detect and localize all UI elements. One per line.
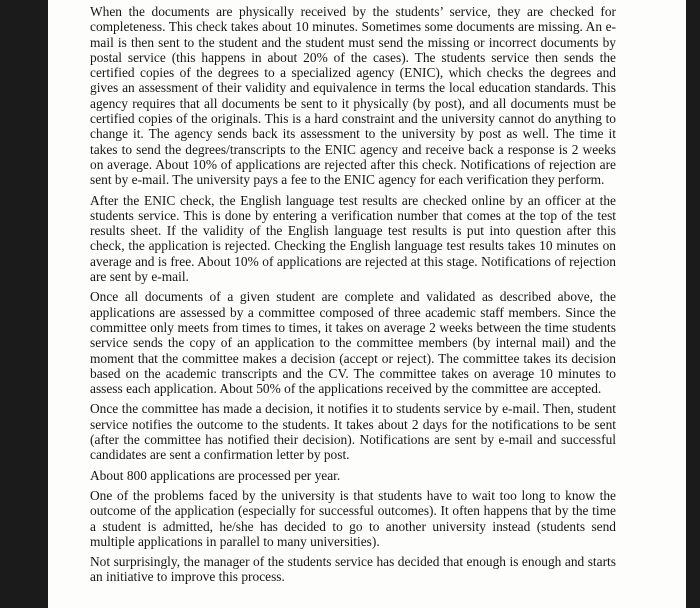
paragraph-problem-statement: One of the problems faced by the university is that students have to wait too long to know the outcome of the application (especially for successful outcomes). It often happens that by the time a student is admitted, he/she has decided to go to another university instead (students send multiple applications in parallel to many universities). — [90, 487, 616, 549]
paragraph-application-volume: About 800 applications are processed per year. — [90, 467, 341, 483]
document-body — [90, 4, 616, 590]
right-frame-border — [686, 0, 700, 608]
paragraph-notification: Once the committee has made a decision, it notifies it to students service by e-mail. Then, student service notifies the outcome to the students. It takes about 2 days for the notifications to be sent (after the committee has notified their decision). Notifications are sent by e-mail and successful candidates are sent a confirmation letter by post. — [90, 401, 616, 463]
paragraph-committee-assessment: Once all documents of a given student are complete and validated as described above, the applications are assessed by a committee composed of three academic staff members. Since the committee only meets from times to times, it takes on average 2 weeks between the time students service sends the copy of an application to the committee members (by internal mail) and the moment that the committee makes a decision (accept or reject). The committee takes its decision based on the academic transcripts and the CV. The committee takes on average 10 minutes to assess each application. About 50% of the applications received by the committee are accepted. — [90, 289, 616, 397]
paragraph-improvement-initiative: Not surprisingly, the manager of the students service has decided that enough is enough and starts an initiative to improve this process. — [90, 554, 616, 585]
paragraph-english-test: After the ENIC check, the English language test results are checked online by an officer at the students service. This is done by entering a verification number that comes at the top of the test results sheet. If the validity of the English language test results is put into question after this check, the application is rejected. Checking the English language test results takes 10 minutes on average and is free. About 10% of applications are rejected at this stage. Notifications of rejection are sent by e-mail. — [90, 192, 616, 285]
document-page — [48, 0, 686, 608]
paragraph-document-check: When the documents are physically received by the students’ service, they are checked for completeness. This check takes about 10 minutes. Sometimes some documents are missing. An e-mail is then sent to the student and the student must send the missing or incorrect documents by postal service (this happens in about 20% of the cases). The students service then sends the certified copies of the degrees to a specialized agency (ENIC), which checks the degrees and gives an assessment of their validity and equivalence in terms the local education standards. This agency requires that all documents be sent to it physically (by post), and all documents must be certified copies of the originals. This is a hard constraint and the university cannot do anything to change it. The agency sends back its assessment to the university by post as well. The time it takes to send the degrees/transcripts to the ENIC agency and receive back a response is 2 weeks on average. About 10% of applications are rejected after this check. Notifications of rejection are sent by e-mail. The university pays a fee to the ENIC agency for each verification they perform. — [90, 4, 616, 188]
left-frame-border — [0, 0, 48, 608]
